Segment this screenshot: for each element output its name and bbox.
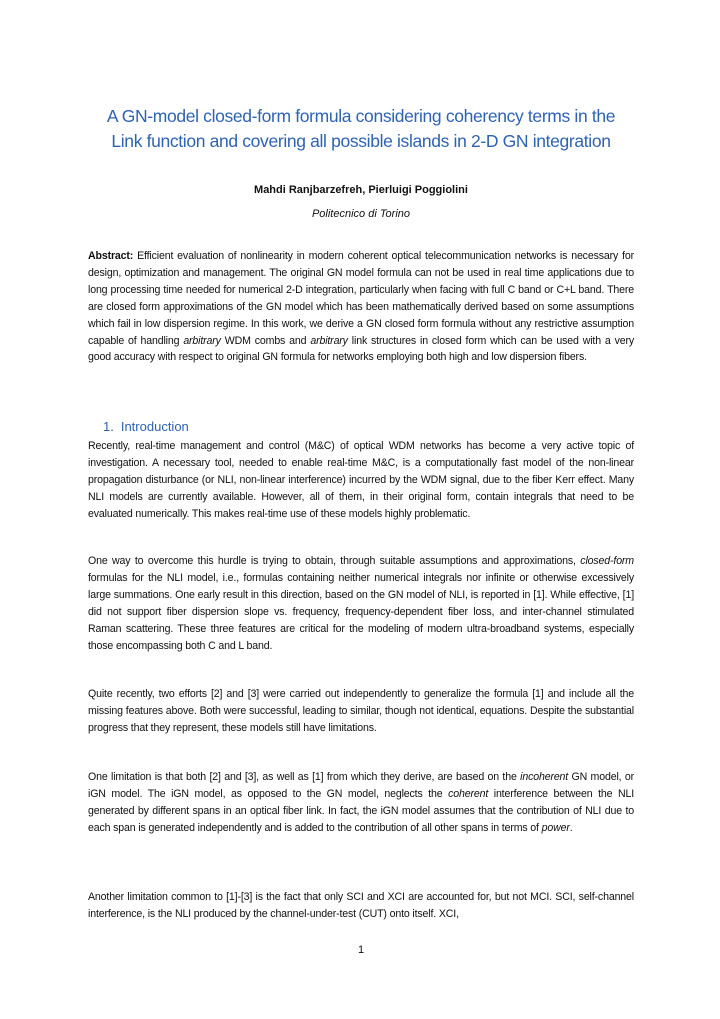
page-number: 1 bbox=[357, 944, 365, 956]
paragraph-5: Another limitation common to [1]-[3] is the fact that only SCI and XCI are accounted for, but not MCI. SCI, self-channel interference, is the NLI produced by the channel-under-test (CUT) onto itself. XCI, bbox=[88, 891, 634, 920]
title-line-2: Link function and covering all possible islands in 2-D GN integration bbox=[111, 131, 611, 151]
paragraph-4: One limitation is that both [2] and [3], as well as [1] from which they derive, are based on the incoherent GN model, or iGN model. The iGN model, as opposed to the GN model, neglects the coherent interference between the NLI generated by different spans in an optical fiber link. In fact, the iGN model assumes that the contribution of NLI due to each span is generated independently and is added to the contribution of all other spans in terms of power. bbox=[88, 771, 634, 834]
section-number: 1. bbox=[103, 419, 114, 434]
abstract-label: Abstract: bbox=[88, 250, 134, 262]
paragraph-2: One way to overcome this hurdle is trying to obtain, through suitable assumptions and approximations, closed-form formulas for the NLI model, i.e., formulas containing neither numerical integrals nor infinite or otherwise excessively large summations. One early result in this direction, based on the GN model of NLI, is reported in [1]. While effective, [1] did not support fiber dispersion slope vs. frequency, frequency-dependent fiber loss, and inter-channel stimulated Raman scattering. These three features are critical for the modeling of modern ultra-broadband systems, especially those encompassing both C and L band. bbox=[88, 555, 634, 652]
paper-title bbox=[88, 104, 634, 154]
authors: Mahdi Ranjbarzefreh, Pierluigi Poggiolini bbox=[254, 184, 468, 196]
section-title: Introduction bbox=[120, 419, 189, 434]
title-line-1: A GN-model closed-form formula considering coherency terms in the bbox=[106, 106, 616, 126]
paragraph-3: Quite recently, two efforts [2] and [3] were carried out independently to generalize the formula [1] and include all the missing features above. Both were successful, leading to similar, though not identical, equations. Despite the substantial progress that they represent, these models still have limitations. bbox=[88, 688, 634, 734]
affiliation: Politecnico di Torino bbox=[311, 208, 411, 220]
paragraph-1: Recently, real-time management and control (M&C) of optical WDM networks has become a very active topic of investigation. A necessary tool, needed to enable real-time M&C, is a computationally fast model of the non-linear propagation disturbance (or NLI, non-linear interference) incurred by the WDM signal, due to the fiber Kerr effect. Many NLI models are currently available. However, all of them, in their original form, contain integrals that need to be evaluated numerically. This makes real-time use of these models highly problematic. bbox=[88, 440, 634, 520]
abstract: Abstract: Efficient evaluation of nonlinearity in modern coherent optical telecommunication networks is necessary for design, optimization and management. The original GN model formula can not be used in real time applications due to long processing time needed for numerical 2-D integration, particularly when facing with full C band or C+L band. There are closed form approximations of the GN model which has been mathematically derived based on some assumptions which fail in low dispersion regime. In this work, we derive a GN closed form formula without any restrictive assumption capable of handling arbitrary WDM combs and arbitrary link structures in closed form which can be used with a very good accuracy with respect to original GN formula for networks employing both high and low dispersion fibers. bbox=[88, 250, 635, 364]
section-heading-introduction bbox=[103, 419, 196, 435]
